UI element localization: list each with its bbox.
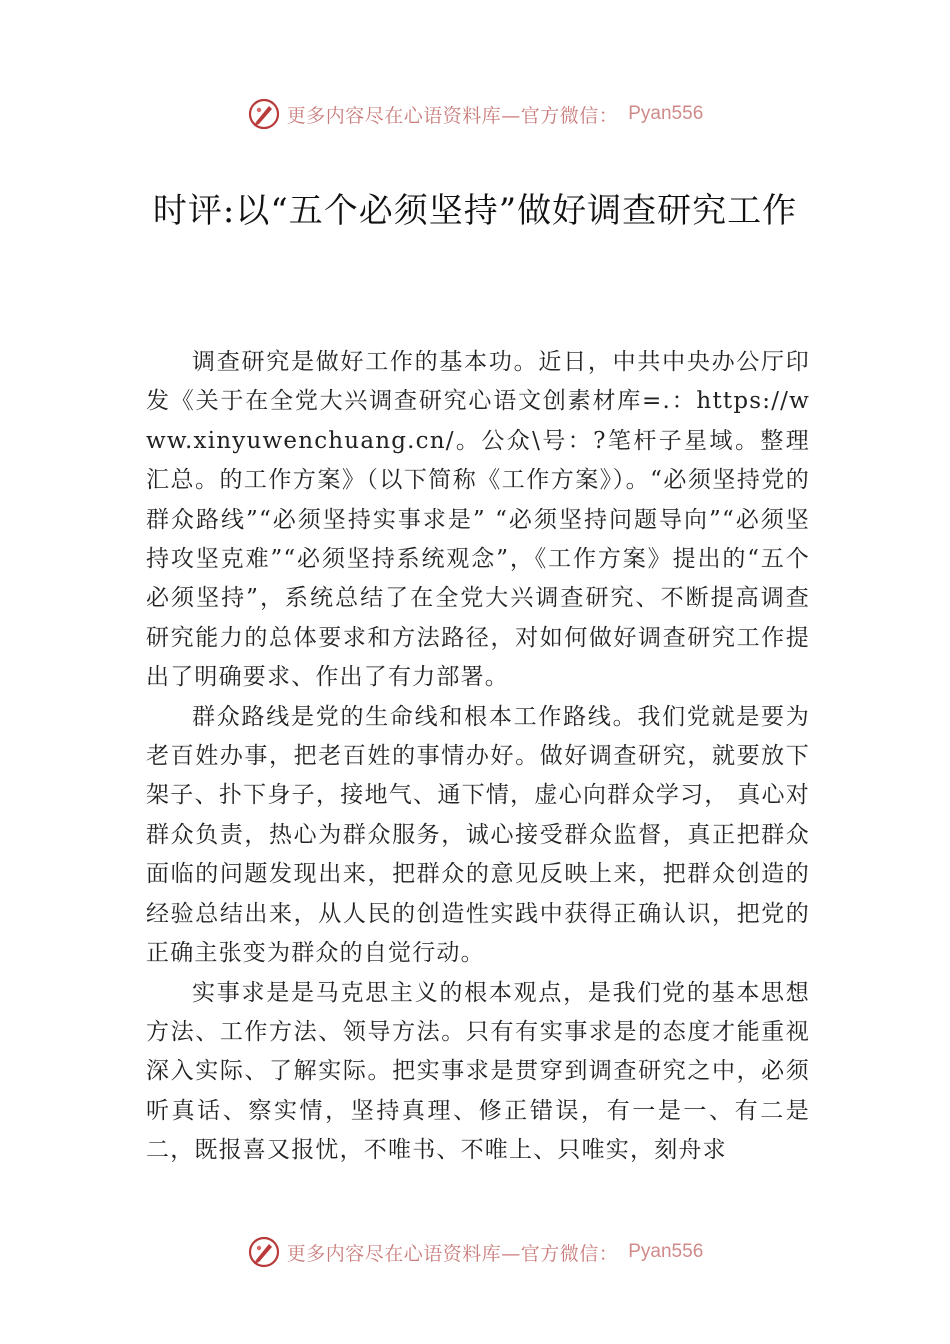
wechat-id: Pyan556: [628, 1241, 704, 1262]
document-body: [146, 343, 810, 1171]
paragraph-2: 群众路线是党的生命线和根本工作路线。我们党就是要为老百姓办事，把老百姓的事情办好。做好调查研究，就要放下架子、扑下身子，接地气、通下情，虚心向群众学习， 真心对群众负责，热心为群众服务，诚心接受群众监督，真正把群众面临的问题发现出来，把群众的意见反映上来，把群众创造的经验总结出来，从人民的创造性实践中获得正确认识，把党的正确主张变为群众的自觉行动。: [146, 703, 810, 967]
document-title: 时评:以“五个必须坚持”做好调查研究工作: [152, 191, 798, 231]
banner-text: 更多内容尽在心语资料库—官方微信：: [286, 104, 619, 127]
paragraph-1: 调查研究是做好工作的基本功。近日，中共中央办公厅印发《关于在全党大兴调查研究心语文创素材库=.：https://www.xinyuwenchuang.cn/。公众\号：?笔杆子星域。整理汇总。的工作方案》（以下简称《工作方案》）。“必须坚持党的群众路线”“必须坚持实事求是” “必须坚持问题导向”“必须坚持攻坚克难”“必须坚持系统观念”，《工作方案》提出的“五个必须坚持”，系统总结了在全党大兴调查研究、不断提高调查研究能力的总体要求和方法路径，对如何做好调查研究工作提出了明确要求、作出了有力部署。: [146, 349, 810, 691]
header-banner: [0, 94, 950, 134]
banner-text: 更多内容尽在心语资料库—官方微信：: [286, 1242, 619, 1265]
wechat-id: Pyan556: [628, 103, 704, 124]
quill-pen-logo-icon: [247, 97, 281, 131]
quill-pen-logo-icon: [247, 1235, 281, 1269]
paragraph-3: 实事求是是马克思主义的根本观点，是我们党的基本思想方法、工作方法、领导方法。只有有实事求是的态度才能重视深入实际、了解实际。把实事求是贯穿到调查研究之中，必须听真话、察实情，坚持真理、修正错误，有一是一、有二是二，既报喜又报忧，不唯书、不唯上、只唯实，刻舟求: [146, 979, 810, 1164]
footer-banner: [0, 1232, 950, 1272]
